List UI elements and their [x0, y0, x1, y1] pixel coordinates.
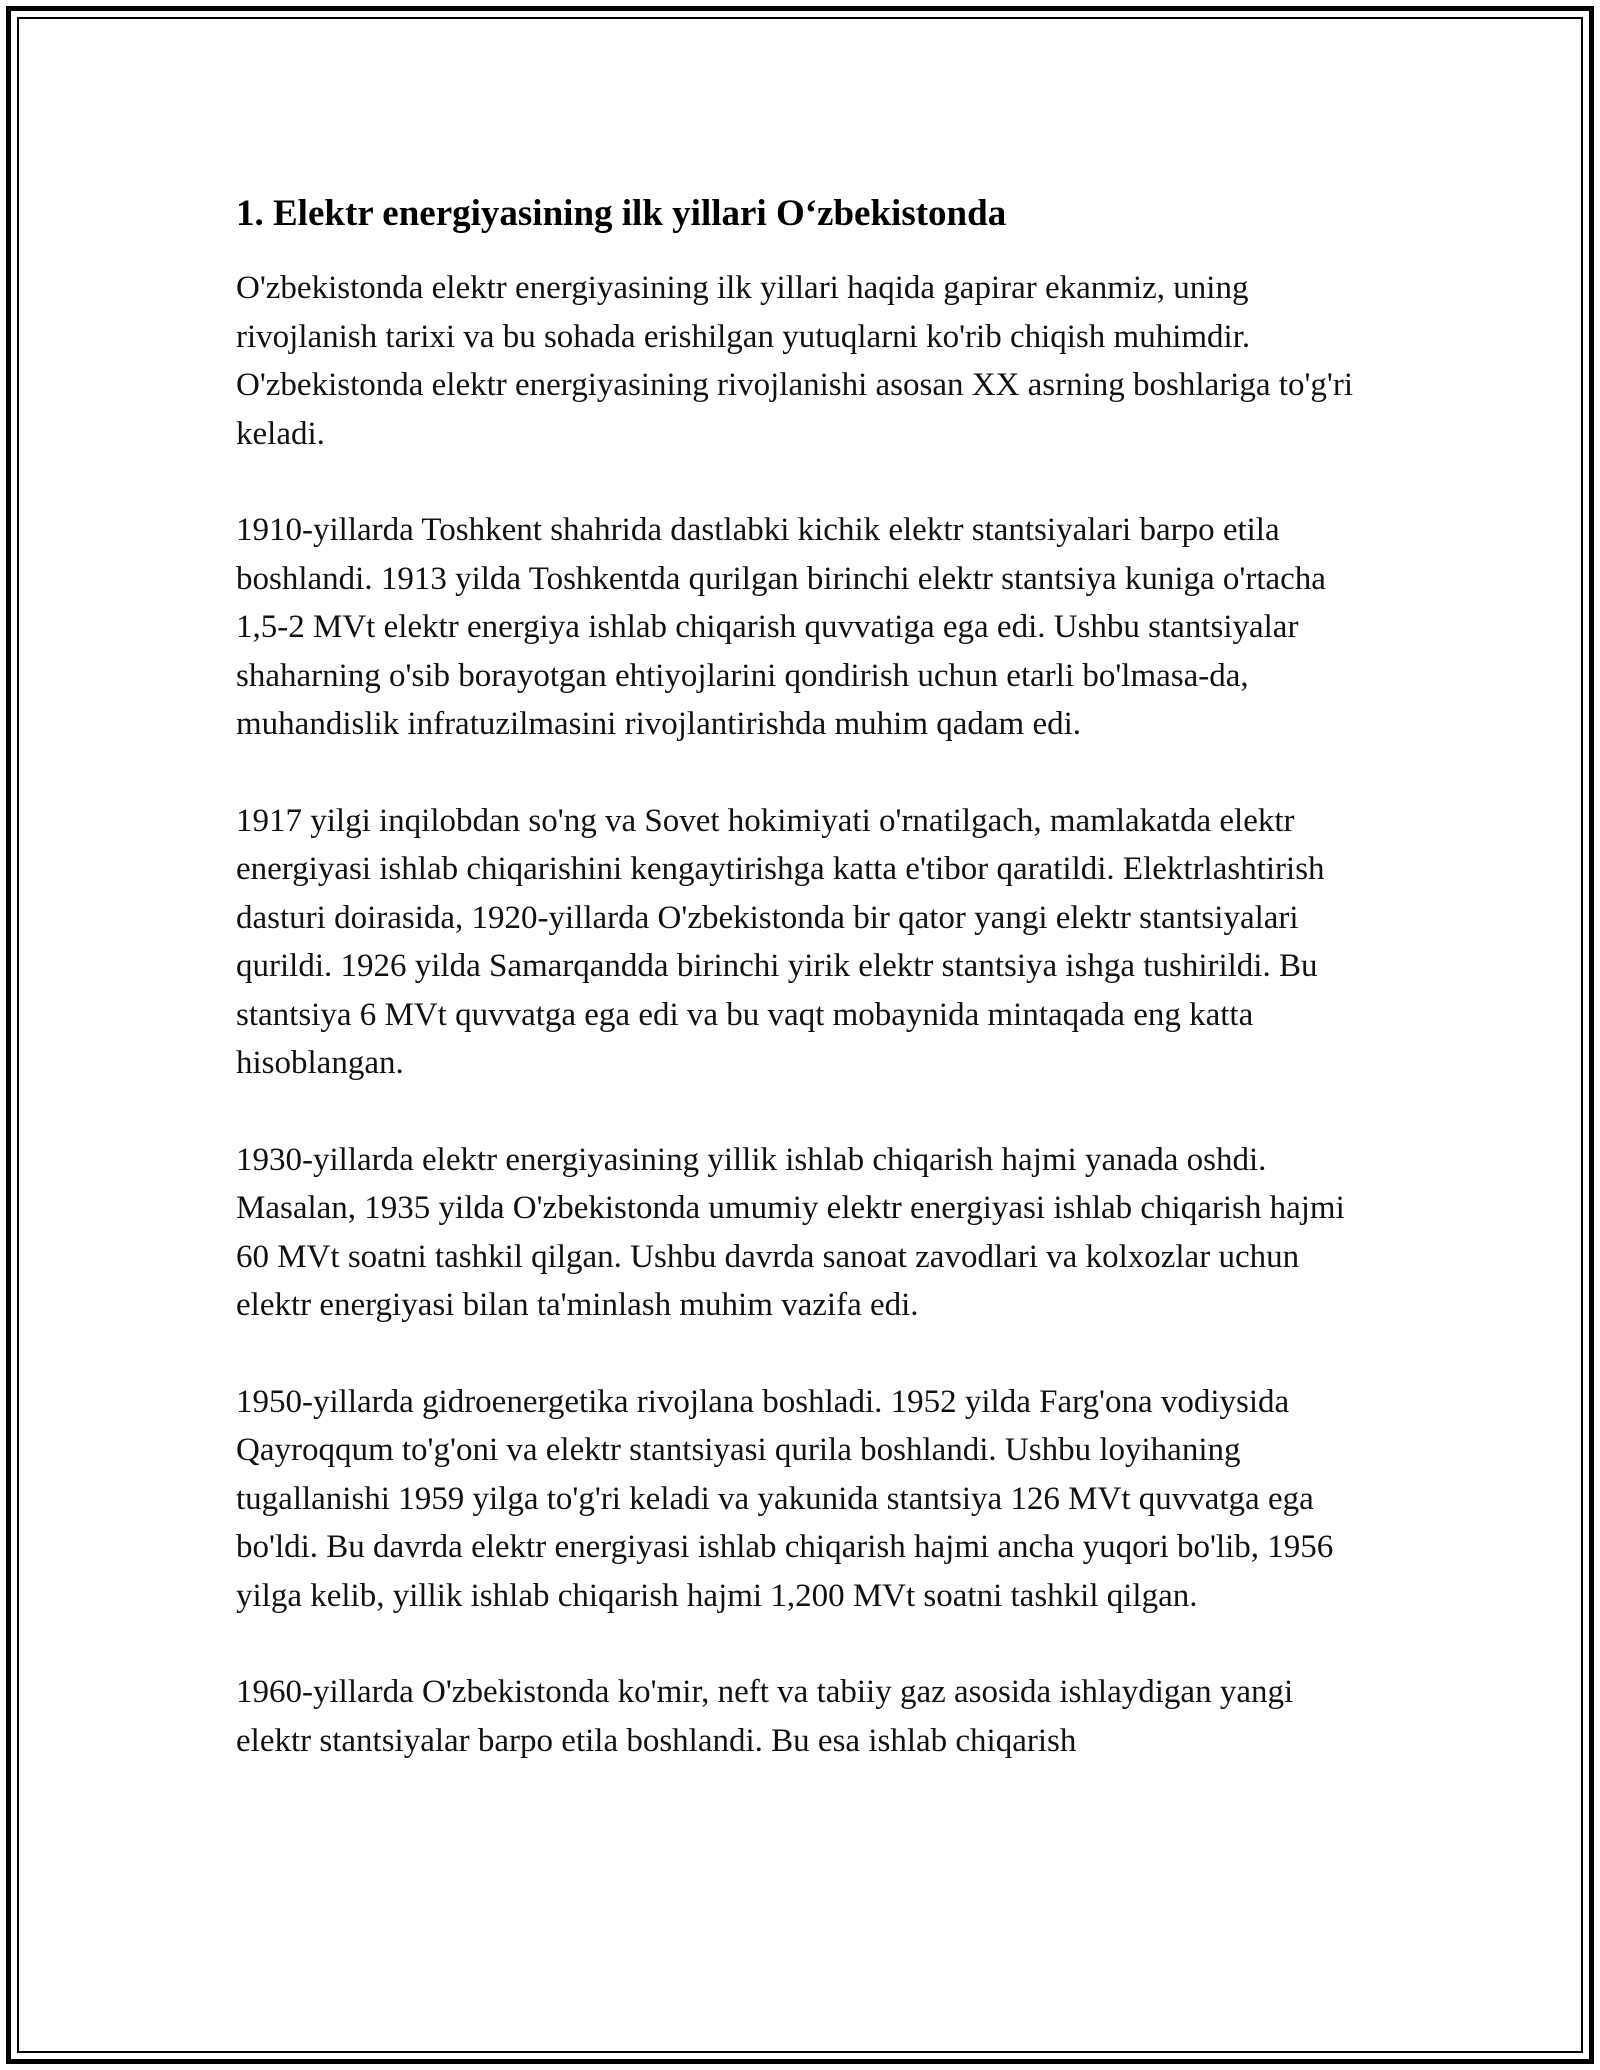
paragraph-intro: O'zbekistonda elektr energiyasining ilk yillari haqida gapirar ekanmiz, uning rivojlanish tarixi va bu sohada erishilgan yutuqlarni ko'rib chiqish muhimdir. O'zbekistonda elektr energiyasining rivojlanishi asosan XX asrning boshlariga to'g'ri keladi. [236, 270, 1353, 452]
paragraph-1917: 1917 yilgi inqilobdan so'ng va Sovet hokimiyati o'rnatilgach, mamlakatda elektr energiyasi ishlab chiqarishini kengaytirishga katta e'tibor qaratildi. Elektrlashtirish dasturi doirasida, 1920-yillarda O'zbekistonda bir qator yangi elektr stantsiyalari qurildi. 1926 yilda Samarqandda birinchi yirik elektr stantsiya ishga tushirildi. Bu stantsiya 6 MVt quvvatga ega edi va bu vaqt mobaynida mintaqada eng katta hisoblangan. [236, 802, 1325, 1081]
paragraph-1930s: 1930-yillarda elektr energiyasining yillik ishlab chiqarish hajmi yanada oshdi. Masalan, 1935 yilda O'zbekistonda umumiy elektr energiyasi ishlab chiqarish hajmi 60 MVt soatni tashkil qilgan. Ushbu davrda sanoat zavodlari va kolxozlar uchun elektr energiyasi bilan ta'minlash muhim vazifa edi. [236, 1141, 1345, 1323]
section-heading: 1. Elektr energiyasining ilk yillari O‘zbekistonda [236, 193, 1007, 234]
paragraph-1950s: 1950-yillarda gidroenergetika rivojlana boshladi. 1952 yilda Farg'ona vodiysida Qayroqqum to'g'oni va elektr stantsiyasi qurila boshlandi. Ushbu loyihaning tugallanishi 1959 yilga to'g'ri keladi va yakunida stantsiya 126 MVt quvvatga ega bo'ldi. Bu davrda elektr energiyasi ishlab chiqarish hajmi ancha yuqori bo'lib, 1956 yilga kelib, yillik ishlab chiqarish hajmi 1,200 MVt soatni tashkil qilgan. [236, 1383, 1334, 1614]
paragraph-1910s: 1910-yillarda Toshkent shahrida dastlabki kichik elektr stantsiyalari barpo etila boshlandi. 1913 yilda Toshkentda qurilgan birinchi elektr stantsiya kuniga o'rtacha 1,5-2 MVt elektr energiya ishlab chiqarish quvvatiga ega edi. Ushbu stantsiyalar shaharning o'sib borayotgan ehtiyojlarini qondirish uchun etarli bo'lmasa-da, muhandislik infratuzilmasini rivojlantirishda muhim qadam edi. [236, 512, 1326, 742]
document-body [236, 186, 1366, 1813]
paragraph-1960s: 1960-yillarda O'zbekistonda ko'mir, neft va tabiiy gaz asosida ishlaydigan yangi elektr stantsiyalar barpo etila boshlandi. Bu esa ishlab chiqarish [236, 1674, 1294, 1759]
